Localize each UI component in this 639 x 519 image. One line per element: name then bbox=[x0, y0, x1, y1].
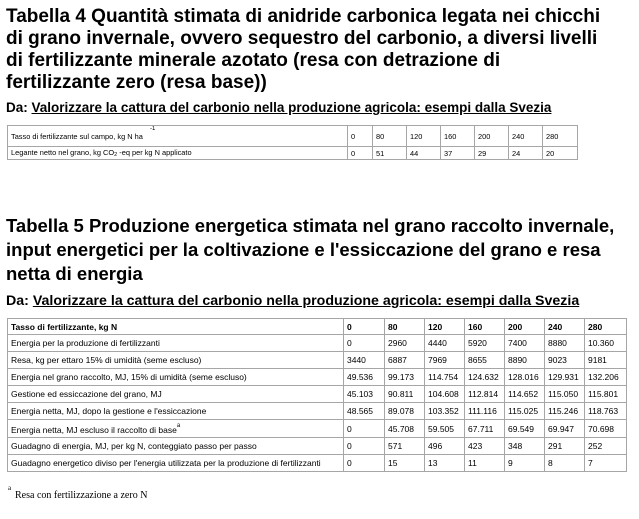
table5-cell: 9023 bbox=[545, 352, 585, 369]
table5-cell: 129.931 bbox=[545, 369, 585, 386]
table5-row-label: Resa, kg per ettaro 15% di umidità (seme escluso) bbox=[8, 352, 344, 369]
table5-header-label: Tasso di fertilizzante, kg N bbox=[8, 319, 344, 335]
table5-cell: 8880 bbox=[545, 335, 585, 352]
table5-cell: 45.103 bbox=[344, 386, 385, 403]
table4-cell: 80 bbox=[373, 126, 407, 147]
table4-cell: 24 bbox=[509, 147, 543, 160]
table5-row bbox=[8, 352, 627, 369]
table4-title: Tabella 4 Quantità stimata di anidride carbonica legata nei chicchi di grano invernale, ovvero sequestro del carbonio, a diversi livelli di fertilizzante minerale azotato (resa con detrazione di fertilizzante zero (resa base)) bbox=[6, 6, 601, 93]
table4-cell: 0 bbox=[348, 126, 373, 147]
table4-cell: 120 bbox=[407, 126, 441, 147]
table5-row-label: Energia nel grano raccolto, MJ, 15% di umidità (seme escluso) bbox=[8, 369, 344, 386]
table5-cell: 8655 bbox=[465, 352, 505, 369]
table5-cell: 103.352 bbox=[425, 403, 465, 420]
table5-cell: 111.116 bbox=[465, 403, 505, 420]
table5-cell: 89.078 bbox=[385, 403, 425, 420]
table5-cell: 118.763 bbox=[585, 403, 627, 420]
table5-cell: 423 bbox=[465, 438, 505, 455]
table5-cell: 496 bbox=[425, 438, 465, 455]
table5-title: Tabella 5 Produzione energetica stimata nel grano raccolto invernale, input energetici per la coltivazione e l'essiccazione del grano e resa netta di energia bbox=[6, 215, 615, 284]
table4-cell: 280 bbox=[543, 126, 578, 147]
table4-cell: 20 bbox=[543, 147, 578, 160]
table5-header-cell: 120 bbox=[425, 319, 465, 335]
table5-cell: 9181 bbox=[585, 352, 627, 369]
table5-cell: 104.608 bbox=[425, 386, 465, 403]
table5-cell: 49.536 bbox=[344, 369, 385, 386]
table5-cell: 90.811 bbox=[385, 386, 425, 403]
table4-cell: 44 bbox=[407, 147, 441, 160]
table4-cell: 240 bbox=[509, 126, 543, 147]
table5-cell: 132.206 bbox=[585, 369, 627, 386]
table5-cell: 0 bbox=[344, 455, 385, 472]
footnote-mark: a bbox=[8, 484, 12, 492]
table5-row-label: Guadagno energetico diviso per l'energia utilizzata per la produzione di fertilizzanti bbox=[8, 455, 344, 472]
table5-row bbox=[8, 386, 627, 403]
table5-cell: 252 bbox=[585, 438, 627, 455]
table5-cell: 11 bbox=[465, 455, 505, 472]
table4-cell: 37 bbox=[441, 147, 475, 160]
table5-cell: 114.652 bbox=[505, 386, 545, 403]
table5-cell: 9 bbox=[505, 455, 545, 472]
table4-cell: 160 bbox=[441, 126, 475, 147]
table5-cell: 115.801 bbox=[585, 386, 627, 403]
table5-cell: 69.947 bbox=[545, 420, 585, 438]
table5-cell: 571 bbox=[385, 438, 425, 455]
table5-cell: 348 bbox=[505, 438, 545, 455]
table5-cell: 3440 bbox=[344, 352, 385, 369]
table4 bbox=[7, 125, 578, 160]
table5-header-cell: 160 bbox=[465, 319, 505, 335]
table5-cell: 5920 bbox=[465, 335, 505, 352]
table4-row-rate bbox=[8, 126, 578, 147]
table5-footnote-mark: a bbox=[176, 422, 181, 429]
table5-row bbox=[8, 335, 627, 352]
table4-source-link[interactable]: Valorizzare la cattura del carbonio nella produzione agricola: esempi dalla Svezia bbox=[31, 100, 552, 115]
table5-cell: 6887 bbox=[385, 352, 425, 369]
table4-row-rate-sup: -1 bbox=[150, 126, 156, 132]
table5-cell: 291 bbox=[545, 438, 585, 455]
table5-row-label: Energia per la produzione di fertilizzanti bbox=[8, 335, 344, 352]
table5-cell: 114.754 bbox=[425, 369, 465, 386]
footnote-text: Resa con fertilizzazione a zero N bbox=[15, 490, 148, 501]
table5-cell: 112.814 bbox=[465, 386, 505, 403]
table5-header-cell: 80 bbox=[385, 319, 425, 335]
table5-row bbox=[8, 420, 627, 438]
table5-row-label: Energia netta, MJ escluso il raccolto di base$^a$ bbox=[8, 420, 344, 438]
table5-cell: 0 bbox=[344, 438, 385, 455]
table5-cell: 70.698 bbox=[585, 420, 627, 438]
table5-cell: 7 bbox=[585, 455, 627, 472]
table5-cell: 48.565 bbox=[344, 403, 385, 420]
table5-row bbox=[8, 438, 627, 455]
table5-row-label: Gestione ed essiccazione del grano, MJ bbox=[8, 386, 344, 403]
table5-cell: 115.025 bbox=[505, 403, 545, 420]
table5-cell: 45.708 bbox=[385, 420, 425, 438]
table5-cell: 99.173 bbox=[385, 369, 425, 386]
table5-header-cell: 280 bbox=[585, 319, 627, 335]
table5-cell: 67.711 bbox=[465, 420, 505, 438]
table5-cell: 8890 bbox=[505, 352, 545, 369]
table5-cell: 15 bbox=[385, 455, 425, 472]
table5-cell: 8 bbox=[545, 455, 585, 472]
table5-cell: 128.016 bbox=[505, 369, 545, 386]
table5-source-link[interactable]: Valorizzare la cattura del carbonio nella produzione agricola: esempi dalla Svezia bbox=[32, 293, 580, 309]
table5-header-row bbox=[8, 319, 627, 335]
table5-source bbox=[6, 293, 579, 309]
table5-cell: 69.549 bbox=[505, 420, 545, 438]
table4-row-binding-label: Legante netto nel grano, kg CO2 -eq per kg N applicato bbox=[8, 147, 348, 160]
table5 bbox=[7, 318, 627, 472]
table4-cell: 51 bbox=[373, 147, 407, 160]
table5-cell: 115.246 bbox=[545, 403, 585, 420]
table5-cell: 124.632 bbox=[465, 369, 505, 386]
table4-row-binding bbox=[8, 147, 578, 160]
table5-header-cell: 0 bbox=[344, 319, 385, 335]
table4-source bbox=[6, 100, 551, 115]
table5-cell: 59.505 bbox=[425, 420, 465, 438]
table4-source-prefix: Da: bbox=[6, 100, 32, 115]
table5-cell: 10.360 bbox=[585, 335, 627, 352]
table5-cell: 13 bbox=[425, 455, 465, 472]
table5-cell: 0 bbox=[344, 420, 385, 438]
table5-header-cell: 200 bbox=[505, 319, 545, 335]
table5-cell: 2960 bbox=[385, 335, 425, 352]
table4-row-rate-label: Tasso di fertilizzante sul campo, kg N ha -1 bbox=[8, 126, 348, 147]
table5-row-label: Guadagno di energia, MJ, per kg N, conteggiato passo per passo bbox=[8, 438, 344, 455]
table5-cell: 4440 bbox=[425, 335, 465, 352]
table5-header-cell: 240 bbox=[545, 319, 585, 335]
table4-cell: 29 bbox=[475, 147, 509, 160]
table5-row bbox=[8, 455, 627, 472]
table5-row-label: Energia netta, MJ, dopo la gestione e l'essiccazione bbox=[8, 403, 344, 420]
table4-cell: 200 bbox=[475, 126, 509, 147]
table5-row bbox=[8, 369, 627, 386]
table5-source-prefix: Da: bbox=[6, 293, 33, 309]
table5-cell: 115.050 bbox=[545, 386, 585, 403]
table4-cell: 0 bbox=[348, 147, 373, 160]
table5-row bbox=[8, 403, 627, 420]
table5-cell: 0 bbox=[344, 335, 385, 352]
table5-cell: 7969 bbox=[425, 352, 465, 369]
table5-cell: 7400 bbox=[505, 335, 545, 352]
